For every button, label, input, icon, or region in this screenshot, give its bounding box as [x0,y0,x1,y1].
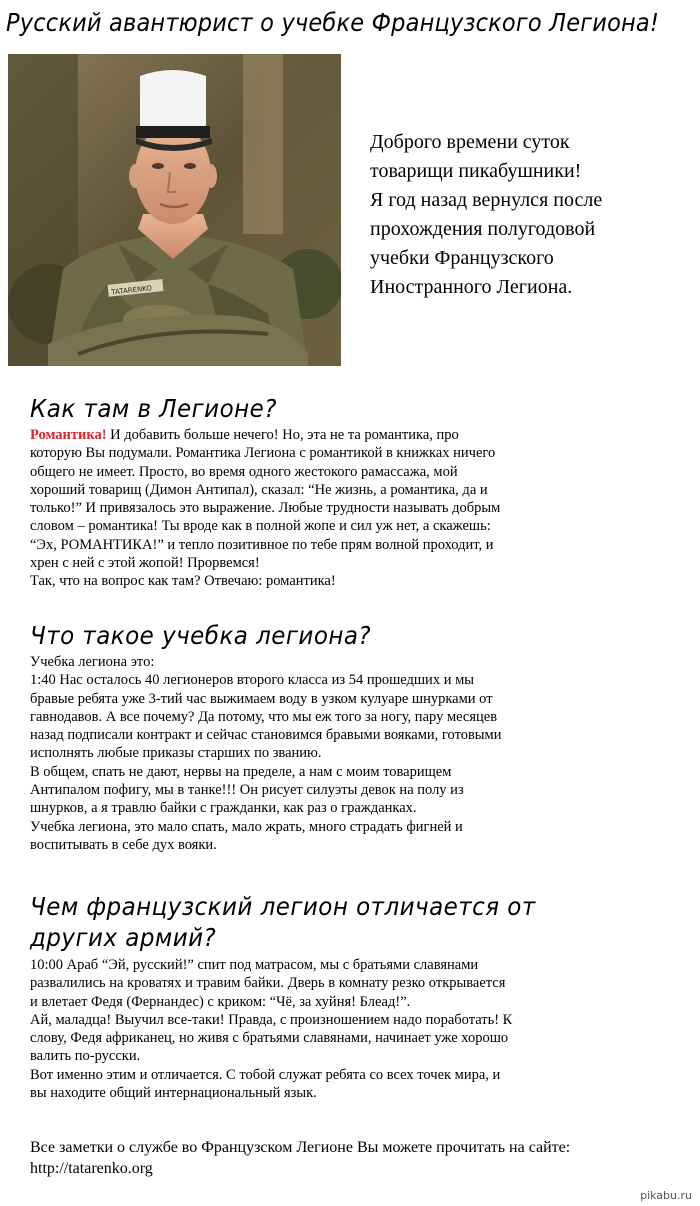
footer-link[interactable]: http://tatarenko.org [30,1160,153,1177]
intro-line: прохождения полугодовой [370,218,596,240]
section1-body [30,426,570,591]
intro-line: Я год назад вернулся после [370,189,603,211]
text-line: 10:00 Араб “Эй, русский!” спит под матрасом, мы с братьями славянами [30,957,479,973]
name-tag: TATARENKO [110,284,153,297]
text-line: хороший товарищ (Димон Антипал), сказал: “Не жизнь, а романтика, да и [30,481,488,498]
text-line: которую Вы подумали. Романтика Легиона с романтикой в книжках ничего [30,445,496,462]
text-line: исполнять любые приказы старших по званию. [30,745,322,762]
text-line: шнурков, а я травлю байки с гражданки, как раз о гражданках. [30,800,417,817]
text-line: хрен с ней с этой жопой! Прорвемся! [30,555,260,572]
text-line: гавнодавов. А все почему? Да потому, что мы еж того за ногу, пару месяцев [30,708,498,725]
intro-line: товарищи пикабушники! [370,160,582,182]
section2-body [30,653,570,854]
section1-heading: Как там в Легионе? [30,394,277,423]
heading-line: Чем французский легион отличается от [30,892,536,921]
text-line: Вот именно этим и отличается. С тобой служат ребята со всех точек мира, и [30,1066,501,1083]
text-line: Учебка легиона, это мало спать, мало жрать, много страдать фигней и [30,818,463,835]
watermark: pikabu.ru [640,1189,692,1202]
legionnaire-photo [8,54,341,366]
text-line: В общем, спать не дают, нервы на пределе, а нам с моим товарищем [30,763,452,780]
text-line: вы находите общий интернациональный язык. [30,1085,317,1102]
footer-text: Все заметки о службе во Французском Легионе Вы можете прочитать на сайте: [30,1139,571,1156]
page-title: Русский авантюрист о учебке Французского Легиона! [6,8,660,37]
section3-heading [30,891,536,953]
text-line: словом – романтика! Ты вроде как в полной жопе и сил уж нет, а скажешь: [30,518,491,535]
text-line: только!” И привязалось это выражение. Любые трудности называть добрым [30,500,501,517]
text-line: Учебка легиона это: [30,654,155,670]
section3-body [30,956,570,1102]
text-line: слову, Федя африканец, но живя с братьями славянами, начинает уже хорошо [30,1030,509,1047]
text-line: Антипалом пофигу, мы в танке!!! Он рисует силуэты девок на полу из [30,782,464,799]
text-line: Ай, маладца! Выучил все-таки! Правда, с произношением надо поработать! К [30,1011,513,1028]
heading-line: других армий? [30,923,217,952]
text-line: назад подписали контракт и сейчас становимся бравыми вояками, готовыми [30,727,502,744]
text-line: 1:40 Нас осталось 40 легионеров второго класса из 54 прошедших и мы [30,672,474,689]
highlight-word: Романтика! [30,427,107,443]
text-line: общего не имеет. Просто, во время одного жестокого рамассажа, мой [30,463,458,480]
text-line: Так, что на вопрос как там? Отвечаю: романтика! [30,573,336,590]
text-line: бравые ребята уже 3-тий час выжимаем воду в узком кулуаре шнурками от [30,690,493,707]
text-line: воспитывать в себе дух вояки. [30,836,217,853]
intro-text [370,128,670,302]
text-line: развалились на кроватях и травим байки. Дверь в комнату резко открывается [30,975,506,992]
section2-heading: Что такое учебка легиона? [30,621,372,650]
intro-line: учебки Французского [370,247,554,269]
intro-line: Доброго времени суток [370,131,570,153]
intro-line: Иностранного Легиона. [370,276,573,298]
footer [30,1137,670,1179]
text-line: валить по-русски. [30,1048,141,1065]
text-line: Романтика! И добавить больше нечего! Но, эта не та романтика, про [30,427,459,443]
text-line: “Эх, РОМАНТИКА!” и тепло позитивное по тебе прям волной проходит, и [30,536,494,553]
text-line: и влетает Федя (Фернандес) с криком: “Чё, за хуйня! Блеад!”. [30,993,411,1010]
